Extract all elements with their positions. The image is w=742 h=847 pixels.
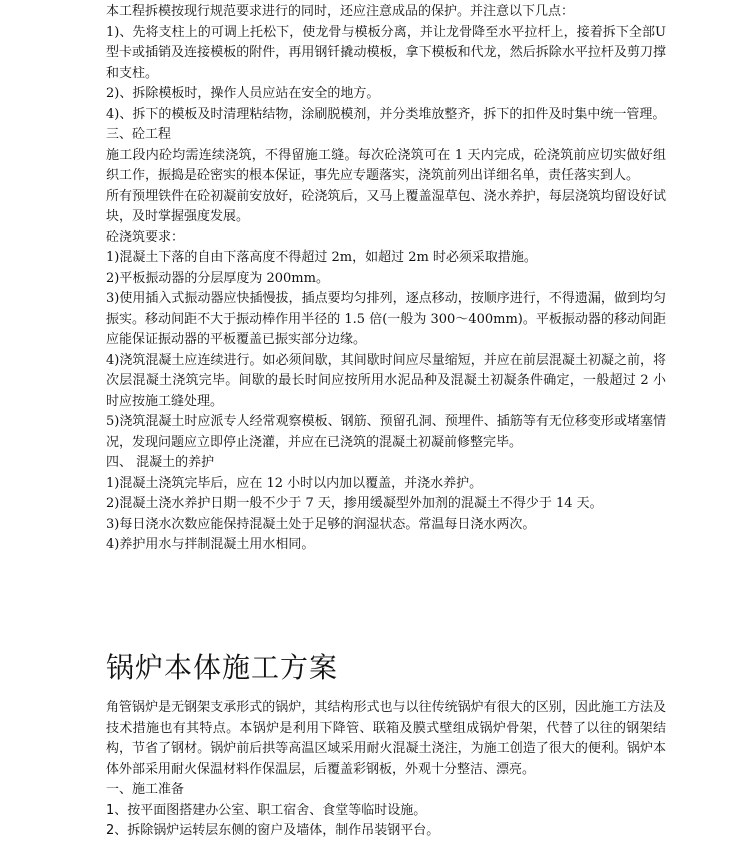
paragraph: 角管锅炉是无钢架支承形式的锅炉，其结构形式也与以往传统锅炉有很大的区别，因此施工方法及技术措施也有其特点。本锅炉是利用下降管、联箱及膜式壁组成锅炉骨架，代替了以往的钢架结构，节省了钢材。锅炉前后拱等高温区域采用耐火混凝土浇注，为施工创造了很大的便利。锅炉本体外部采用耐火保温材料作保温层，后覆盖彩钢板，外观十分整洁、漂亮。 (106, 700, 666, 777)
list-item: 4)养护用水与拌制混凝土用水相同。 (106, 537, 315, 552)
list-item: 3)使用插入式振动器应快插慢拔，插点要均匀排列，逐点移动，按顺序进行，不得遗漏，做到均匀振实。移动间距不大于振动棒作用半径的 1.5 倍(一般为 300～400mm)。平板振动器的移动间距应能保证振动器的平板覆盖已振实部分边缘。 (106, 291, 666, 347)
list-item: 2)平板振动器的分层厚度为 200mm。 (106, 270, 329, 286)
document-section-b (106, 698, 666, 842)
paragraph: 施工段内砼均需连续浇筑，不得留施工缝。每次砼浇筑可在 1 天内完成，砼浇筑前应切实做好组织工作，振捣是砼密实的根本保证，事先应专题落实，浇筑前列出详细名单，责任落实到人。 (106, 147, 666, 183)
list-item: 1)混凝土下落的自由下落高度不得超过 2m，如超过 2m 时必须采取措施。 (106, 250, 537, 265)
document-section-a (106, 0, 666, 556)
paragraph: 本工程拆模按现行规范要求进行的同时，还应注意成品的保护。并注意以下几点： (106, 4, 575, 19)
section-heading: 四、 混凝土的养护 (106, 455, 215, 470)
paragraph: 1)、先将支柱上的可调上托松下，使龙骨与模板分离，并让龙骨降至水平拉杆上，接着拆下全部U 型卡或插销及连接模板的附件，再用钢钎撬动模板，拿下模板和代龙，然后拆除水平拉杆及剪刀撑和支柱。 (106, 24, 666, 81)
list-item: 4)浇筑混凝土应连续进行。如必须间歇，其间歇时间应尽量缩短，并应在前层混凝土初凝之前，将次层混凝土浇筑完毕。间歇的最长时间应按所用水泥品种及混凝土初凝条件确定，一般超过 2 小时应按施工缝处理。 (106, 352, 666, 409)
paragraph: 4)、拆下的模板及时清理粘结物，涂刷脱模剂，并分类堆放整齐，拆下的扣件及时集中统一管理。 (106, 106, 666, 122)
page-title: 锅炉本体施工方案 (106, 651, 339, 684)
list-item: 5)浇筑混凝土时应派专人经常观察模板、钢筋、预留孔洞、预埋件、插筋等有无位移变形或堵塞情况，发现问题应立即停止浇灌，并应在已浇筑的混凝土初凝前修整完毕。 (106, 414, 666, 450)
paragraph: 2)、拆除模板时，操作人员应站在安全的地方。 (106, 86, 380, 101)
section-heading: 三、砼工程 (106, 127, 172, 142)
paragraph: 砼浇筑要求： (106, 229, 185, 245)
list-item: 1、按平面图搭建办公室、职工宿舍、食堂等临时设施。 (106, 802, 427, 818)
list-item: 2、拆除锅炉运转层东侧的窗户及墙体，制作吊装钢平台。 (106, 823, 440, 838)
paragraph: 所有预埋铁件在砼初凝前安放好，砼浇筑后，又马上覆盖湿草包、浇水养护，每层浇筑均留设好试块，及时掌握强度发展。 (106, 188, 666, 224)
section-heading: 一、施工准备 (106, 782, 185, 797)
list-item: 3)每日浇水次数应能保持混凝土处于足够的润湿状态。常温每日浇水两次。 (106, 516, 536, 532)
list-item: 1)混凝土浇筑完毕后，应在 12 小时以内加以覆盖，并浇水养护。 (106, 475, 483, 491)
list-item: 2)混凝土浇水养护日期一般不少于 7 天，掺用缓凝型外加剂的混凝土不得少于 14 天。 (106, 496, 603, 511)
